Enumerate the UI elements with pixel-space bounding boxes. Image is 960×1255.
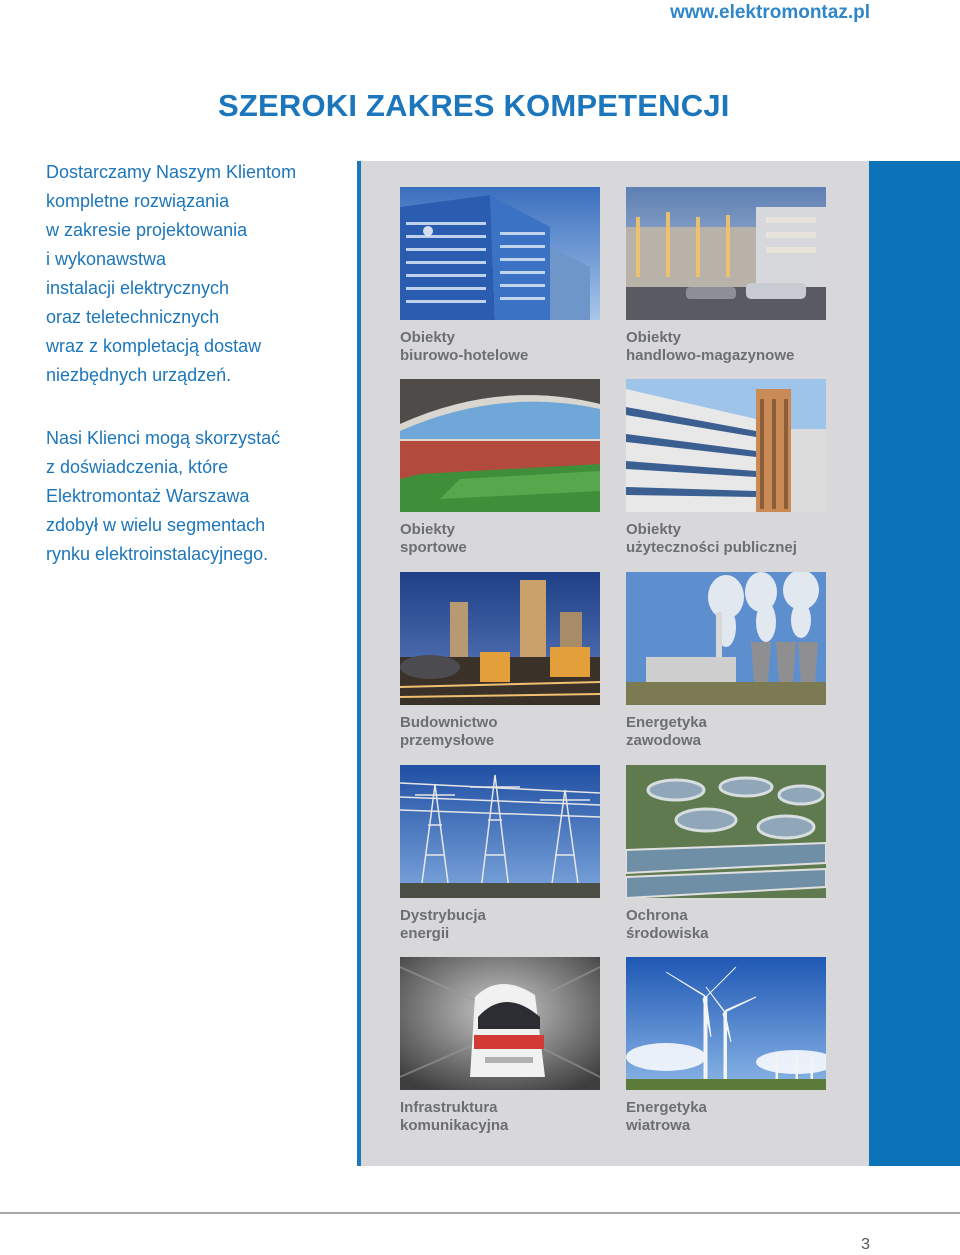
caption-line: Obiekty bbox=[626, 329, 682, 346]
footer-rule bbox=[0, 1212, 960, 1214]
intro-paragraph-1 bbox=[46, 158, 346, 390]
train-photo bbox=[400, 957, 600, 1090]
intro-line: kompletne rozwiązania bbox=[46, 191, 230, 211]
segment-tile bbox=[626, 957, 826, 1135]
side-accent-strip bbox=[869, 161, 960, 1166]
site-url[interactable]: www.elektromontaz.pl bbox=[670, 2, 870, 23]
segment-caption bbox=[626, 521, 826, 557]
caption-line: Budownictwo bbox=[400, 714, 498, 731]
intro-line: niezbędnych urządzeń. bbox=[46, 365, 232, 385]
segment-tile bbox=[400, 765, 600, 943]
caption-line: przemysłowe bbox=[400, 732, 495, 749]
segment-caption bbox=[400, 907, 600, 943]
segment-caption bbox=[400, 714, 600, 750]
segment-tile bbox=[626, 572, 826, 750]
segment-caption bbox=[626, 329, 826, 365]
office-building-photo bbox=[400, 187, 600, 320]
power-lines-photo bbox=[400, 765, 600, 898]
intro-line: rynku elektroinstalacyjnego. bbox=[46, 544, 269, 564]
intro-line: oraz teletechnicznych bbox=[46, 307, 220, 327]
segment-tile bbox=[400, 379, 600, 557]
caption-line: Obiekty bbox=[400, 329, 456, 346]
segment-tile bbox=[400, 572, 600, 750]
caption-line: Obiekty bbox=[400, 521, 456, 538]
caption-line: biurowo-hotelowe bbox=[400, 347, 529, 364]
caption-line: sportowe bbox=[400, 539, 467, 556]
caption-line: Obiekty bbox=[626, 521, 682, 538]
caption-line: Infrastruktura bbox=[400, 1099, 498, 1116]
intro-line: instalacji elektrycznych bbox=[46, 278, 230, 298]
intro-line: Nasi Klienci mogą skorzystać bbox=[46, 428, 281, 448]
segment-tile bbox=[626, 765, 826, 943]
intro-paragraph-2 bbox=[46, 424, 346, 569]
page-title: SZEROKI ZAKRES KOMPETENCJI bbox=[218, 88, 730, 123]
caption-line: komunikacyjna bbox=[400, 1117, 509, 1134]
segment-tile bbox=[400, 957, 600, 1135]
segment-caption bbox=[400, 1099, 600, 1135]
segment-tile bbox=[626, 379, 826, 557]
segment-caption bbox=[626, 907, 826, 943]
caption-line: Energetyka bbox=[626, 1099, 707, 1116]
sewage-plant-photo bbox=[626, 765, 826, 898]
caption-line: zawodowa bbox=[626, 732, 702, 749]
segment-tile bbox=[400, 187, 600, 365]
segment-tile bbox=[626, 187, 826, 365]
intro-line: Dostarczamy Naszym Klientom bbox=[46, 162, 297, 182]
caption-line: Ochrona bbox=[626, 907, 688, 924]
segment-caption bbox=[626, 1099, 826, 1135]
intro-line: zdobył w wielu segmentach bbox=[46, 515, 266, 535]
power-station-photo bbox=[626, 572, 826, 705]
caption-line: wiatrowa bbox=[626, 1117, 691, 1134]
public-building-photo bbox=[626, 379, 826, 512]
segment-caption bbox=[400, 521, 600, 557]
caption-line: energii bbox=[400, 925, 450, 942]
segment-caption bbox=[626, 714, 826, 750]
caption-line: handlowo-magazynowe bbox=[626, 347, 795, 364]
caption-line: użyteczności publicznej bbox=[626, 539, 797, 556]
intro-line: w zakresie projektowania bbox=[46, 220, 248, 240]
intro-line: wraz z kompletacją dostaw bbox=[46, 336, 262, 356]
intro-line: z doświadczenia, które bbox=[46, 457, 229, 477]
page-number: 3 bbox=[861, 1236, 870, 1253]
caption-line: środowiska bbox=[626, 925, 709, 942]
caption-line: Dystrybucja bbox=[400, 907, 486, 924]
segment-caption bbox=[400, 329, 600, 365]
intro-line: i wykonawstwa bbox=[46, 249, 167, 269]
industrial-plant-photo bbox=[400, 572, 600, 705]
stadium-photo bbox=[400, 379, 600, 512]
shopping-center-photo bbox=[626, 187, 826, 320]
caption-line: Energetyka bbox=[626, 714, 707, 731]
intro-line: Elektromontaż Warszawa bbox=[46, 486, 250, 506]
wind-turbines-photo bbox=[626, 957, 826, 1090]
